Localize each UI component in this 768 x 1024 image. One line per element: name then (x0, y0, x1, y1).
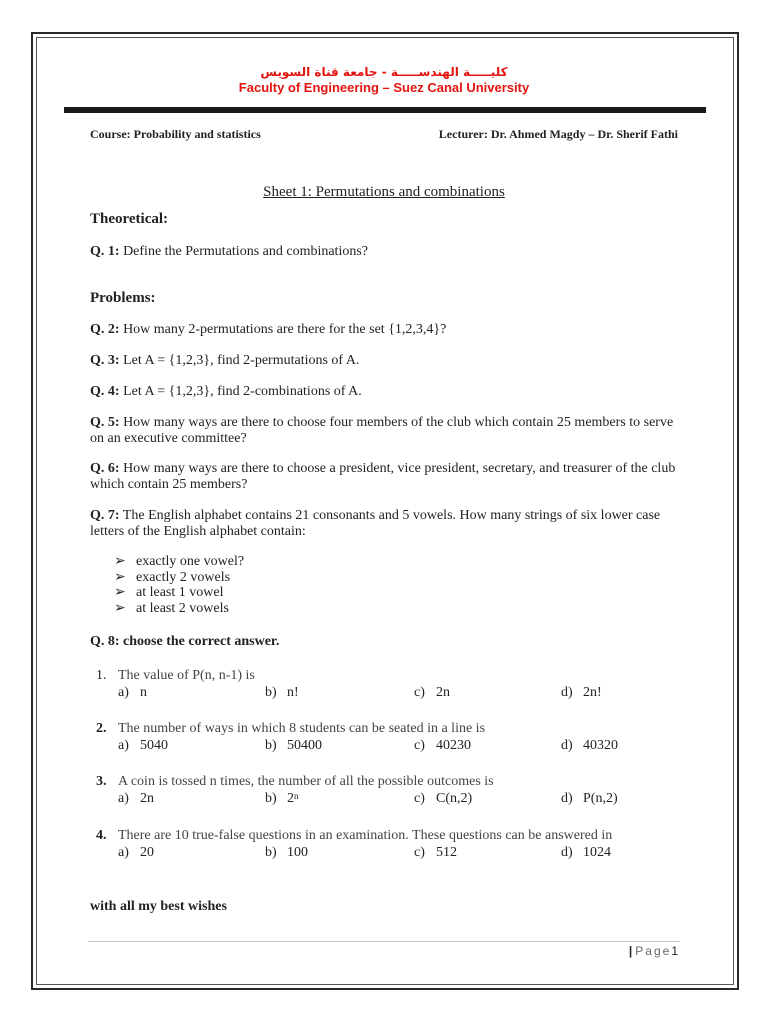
arrow-bullet-icon: ➢ (114, 600, 126, 616)
mcq-item-1: 1. The value of P(n, n-1) is a) n b) n! c) 2n d) 2n! (96, 668, 602, 700)
option-c: c) 512 (414, 845, 457, 860)
header-arabic: كليـــــة الهندســـــة - جامعة قناة السويس (260, 65, 508, 79)
question-text: Define the Permutations and combinations? (119, 244, 369, 259)
option-a: a) 2n (118, 791, 154, 806)
list-item: ➢ at least 1 vowel (114, 585, 224, 600)
option-a: a) n (118, 685, 147, 700)
question-4 (90, 384, 680, 400)
question-2 (90, 322, 680, 338)
course-label: Course: Probability and statistics (90, 127, 261, 141)
header-divider (64, 107, 706, 113)
option-c: c) C(n,2) (414, 791, 473, 806)
question-6 (90, 461, 680, 493)
page-number: | Page1 (628, 944, 678, 958)
footer-divider (88, 941, 680, 942)
question-label: Q. 3: (90, 353, 120, 368)
arrow-bullet-icon: ➢ (114, 569, 126, 585)
section-problems: Problems: (90, 290, 156, 306)
section-theoretical: Theoretical: (90, 211, 169, 227)
question-text: How many ways are there to choose four members of the club which contain 25 members to serve on an executive committee? (90, 415, 674, 446)
q7-bullet-list (114, 554, 244, 616)
question-text: Let A = {1,2,3}, find 2-permutations of A. (119, 353, 360, 368)
closing-wishes: with all my best wishes (90, 899, 227, 914)
question-label: Q. 7: (90, 508, 120, 523)
header-english: Faculty of Engineering – Suez Canal University (238, 80, 530, 95)
option-d: d) 40320 (561, 738, 618, 753)
lecturer-label: Lecturer: Dr. Ahmed Magdy – Dr. Sherif Fathi (438, 127, 678, 141)
question-label: Q. 2: (90, 322, 120, 337)
arrow-bullet-icon: ➢ (114, 554, 126, 569)
mcq-item-2: 2. The number of ways in which 8 students can be seated in a line is a) 5040 b) 50400 c) 40230 d) 40320 (96, 721, 618, 753)
option-a: a) 5040 (118, 738, 168, 753)
question-label: Q. 6: (90, 461, 120, 476)
question-text: The English alphabet contains 21 consonants and 5 vowels. How many strings of six lower case letters of the English alphabet contain: (90, 508, 661, 539)
sheet-title: Sheet 1: Permutations and combinations (263, 184, 505, 200)
question-text: How many 2-permutations are there for the set {1,2,3,4}? (119, 322, 447, 337)
option-a: a) 20 (118, 845, 154, 860)
question-3 (90, 353, 680, 369)
option-b: b) 100 (265, 845, 308, 860)
question-5 (90, 415, 680, 447)
question-8-heading: Q. 8: choose the correct answer. (90, 634, 280, 649)
list-item: ➢ exactly 2 vowels (114, 569, 231, 585)
mcq-item-3: 3. A coin is tossed n times, the number of all the possible outcomes is a) 2n b) 2 n c) C(n,2) d) P(n,2) (96, 774, 618, 806)
list-item: ➢ at least 2 vowels (114, 600, 229, 616)
option-c: c) 2n (414, 685, 450, 700)
question-text: Let A = {1,2,3}, find 2-combinations of A. (119, 384, 362, 399)
option-d: d) 1024 (561, 845, 611, 860)
list-item: ➢ exactly one vowel? (114, 554, 245, 569)
question-label: Q. 1: (90, 244, 120, 259)
question-7 (90, 508, 680, 540)
option-b: b) 50400 (265, 738, 322, 753)
option-d: d) 2n! (561, 685, 602, 700)
question-label: Q. 5: (90, 415, 120, 430)
question-label: Q. 4: (90, 384, 120, 399)
option-b: b) n! (265, 685, 299, 700)
question-text: How many ways are there to choose a president, vice president, secretary, and treasurer of the club which contain 25 members? (90, 461, 676, 492)
option-c: c) 40230 (414, 738, 471, 753)
mcq-item-4: 4. There are 10 true-false questions in an examination. These questions can be answered in a) 20 b) 100 c) 512 d) 1024 (96, 828, 613, 860)
arrow-bullet-icon: ➢ (114, 585, 126, 600)
option-b: b) 2 n (265, 791, 299, 806)
question-1 (90, 244, 680, 260)
option-d: d) P(n,2) (561, 791, 618, 806)
